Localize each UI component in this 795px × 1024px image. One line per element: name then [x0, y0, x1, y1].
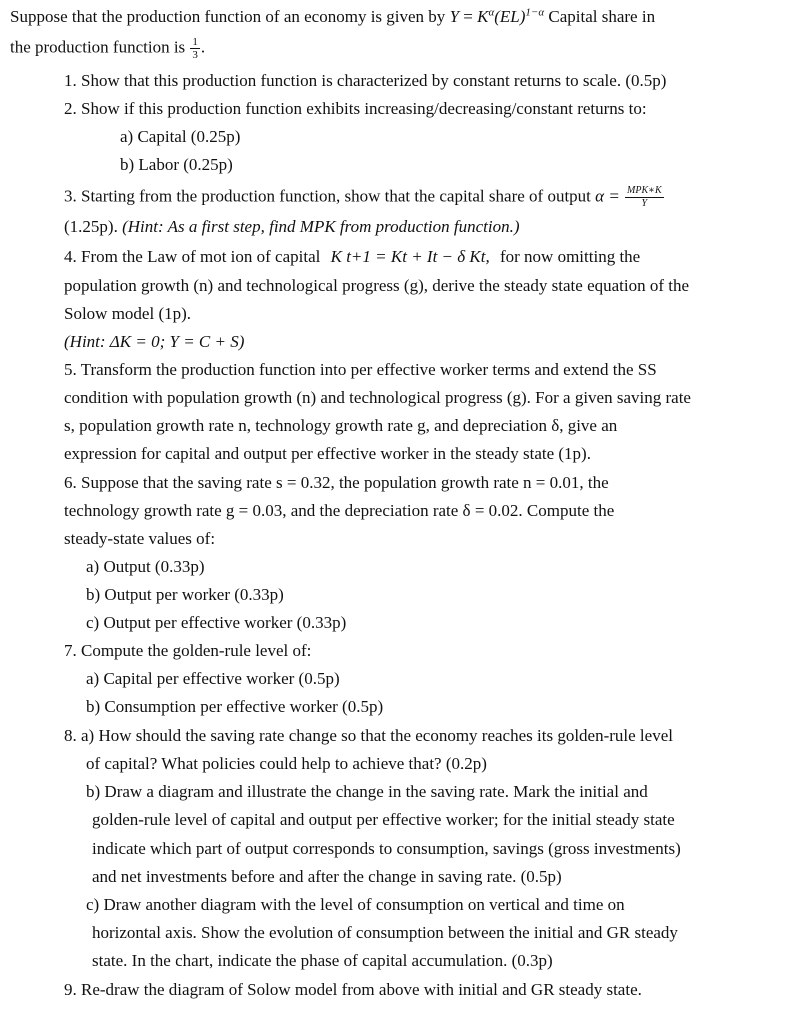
question-4-line-3: Solow model (1p). [64, 304, 192, 323]
question-5-line-2: condition with population growth (n) and technological progress (g). For a given saving rate [64, 388, 691, 407]
question-3-hint: (Hint: As a first step, find MPK from production function.) [122, 217, 520, 236]
question-6c: c) Output per effective worker (0.33p) [86, 613, 347, 632]
question-8c-line-2: horizontal axis. Show the evolution of consumption between the initial and GR steady [92, 923, 678, 942]
question-9: 9. Re-draw the diagram of Solow model from above with initial and GR steady state. [64, 980, 642, 999]
question-2a: a) Capital (0.25p) [120, 127, 241, 146]
capital-share-fraction: $\frac{1}{3}$ [192, 36, 198, 61]
question-6b: b) Output per worker (0.33p) [86, 585, 284, 604]
question-2b: b) Labor (0.25p) [120, 155, 233, 174]
question-4-hint: (Hint: ΔK = 0; Y = C + S) [64, 332, 245, 351]
question-8c-line-1: c) Draw another diagram with the level of consumption on vertical and time on [86, 895, 625, 914]
question-5-line-4: expression for capital and output per effective worker in the steady state (1p). [64, 444, 591, 463]
question-8b-line-4: and net investments before and after the change in saving rate. (0.5p) [92, 867, 562, 886]
question-7: 7. Compute the golden-rule level of: [64, 641, 312, 660]
question-6a: a) Output (0.33p) [86, 557, 205, 576]
question-5-line-3: s, population growth rate n, technology growth rate g, and depreciation δ, give an [64, 416, 618, 435]
question-8a-line-1: 8. a) How should the saving rate change so that the economy reaches its golden-rule level [64, 726, 673, 745]
question-7b: b) Consumption per effective worker (0.5p) [86, 697, 384, 716]
question-8b-line-3: indicate which part of output corresponds to consumption, savings (gross investments) [92, 839, 681, 858]
question-3-line-2: (1.25p). (Hint: As a first step, find MPK from production function.) [64, 217, 520, 236]
formula-EL: (EL) [494, 7, 526, 26]
question-8b-line-1: b) Draw a diagram and illustrate the change in the saving rate. Mark the initial and [86, 782, 648, 801]
mpk-fraction: $\frac{\text{MPK∗K}}{Y}$ [627, 185, 662, 209]
question-4-line-1: 4. From the Law of mot ion of capital K t+1 = Kt + It − δ Kt, for now omitting the [64, 247, 641, 266]
intro-line-2: the production function is $\frac{1}{3}$ . [10, 36, 206, 61]
question-6-line-2: technology growth rate g = 0.03, and the depreciation rate δ = 0.02. Compute the [64, 501, 615, 520]
question-5-line-1: 5. Transform the production function into per effective worker terms and extend the SS [64, 360, 657, 379]
question-7a: a) Capital per effective worker (0.5p) [86, 669, 340, 688]
intro-line-1: Suppose that the production function of an economy is given by $Y = K^\alpha(EL)^{1-\alpha}$ Capital share in [10, 6, 656, 26]
question-6-line-3: steady-state values of: [64, 529, 216, 548]
question-2: 2. Show if this production function exhibits increasing/decreasing/constant returns to: [64, 99, 647, 118]
question-1: 1. Show that this production function is characterized by constant returns to scale. (0.5p) [64, 71, 667, 90]
question-6-line-1: 6. Suppose that the saving rate s = 0.32, the population growth rate n = 0.01, the [64, 473, 609, 492]
formula-Y: Y [449, 7, 460, 26]
question-8a-line-2: of capital? What policies could help to achieve that? (0.2p) [86, 754, 487, 773]
question-8b-line-2: golden-rule level of capital and output per effective worker; for the initial steady state [92, 810, 675, 829]
question-8c-line-3: state. In the chart, indicate the phase of capital accumulation. (0.3p) [92, 951, 553, 970]
question-4-line-2: population growth (n) and technological progress (g), derive the steady state equation of the [64, 276, 690, 295]
law-of-motion: K t+1 = Kt + It − δ Kt, [330, 247, 490, 266]
formula-K: K [477, 7, 489, 26]
question-3-line-1: 3. Starting from the production function, show that the capital share of output α = $\frac{\text{MPK∗K}}{Y}$ [64, 185, 662, 209]
